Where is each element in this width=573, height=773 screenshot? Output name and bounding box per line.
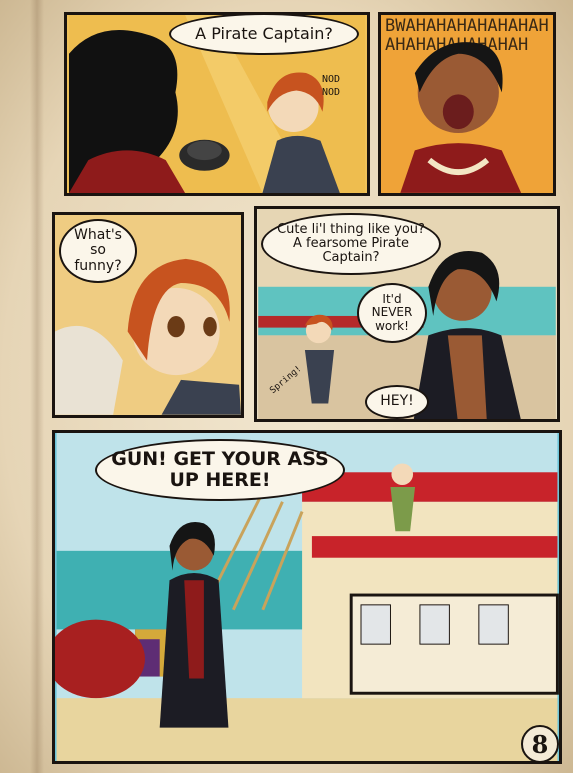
speech-bubble: What's so funny?	[59, 219, 137, 283]
speech-bubble: It'd NEVER work!	[357, 283, 427, 343]
panel-2	[378, 12, 556, 196]
panel-4	[254, 206, 560, 422]
speech-bubble: HEY!	[365, 385, 429, 419]
sound-effect: NOD NOD	[322, 74, 341, 98]
panel-1	[64, 12, 370, 196]
panel-3	[52, 212, 244, 418]
laugh-sound-effect: BWAHAHAHAHAHAHAHAHAHAHAHAHAHAH	[385, 16, 549, 55]
sound-effect: Spring!	[268, 363, 304, 397]
page-gutter	[30, 0, 44, 773]
page-number: 8	[521, 725, 559, 763]
speech-bubble: GUN! GET YOUR ASS UP HERE!	[95, 439, 345, 501]
speech-bubble: Cute li'l thing like you? A fearsome Pirate Captain?	[261, 213, 441, 275]
speech-bubble: A Pirate Captain?	[169, 13, 359, 55]
panel-5	[52, 430, 562, 764]
